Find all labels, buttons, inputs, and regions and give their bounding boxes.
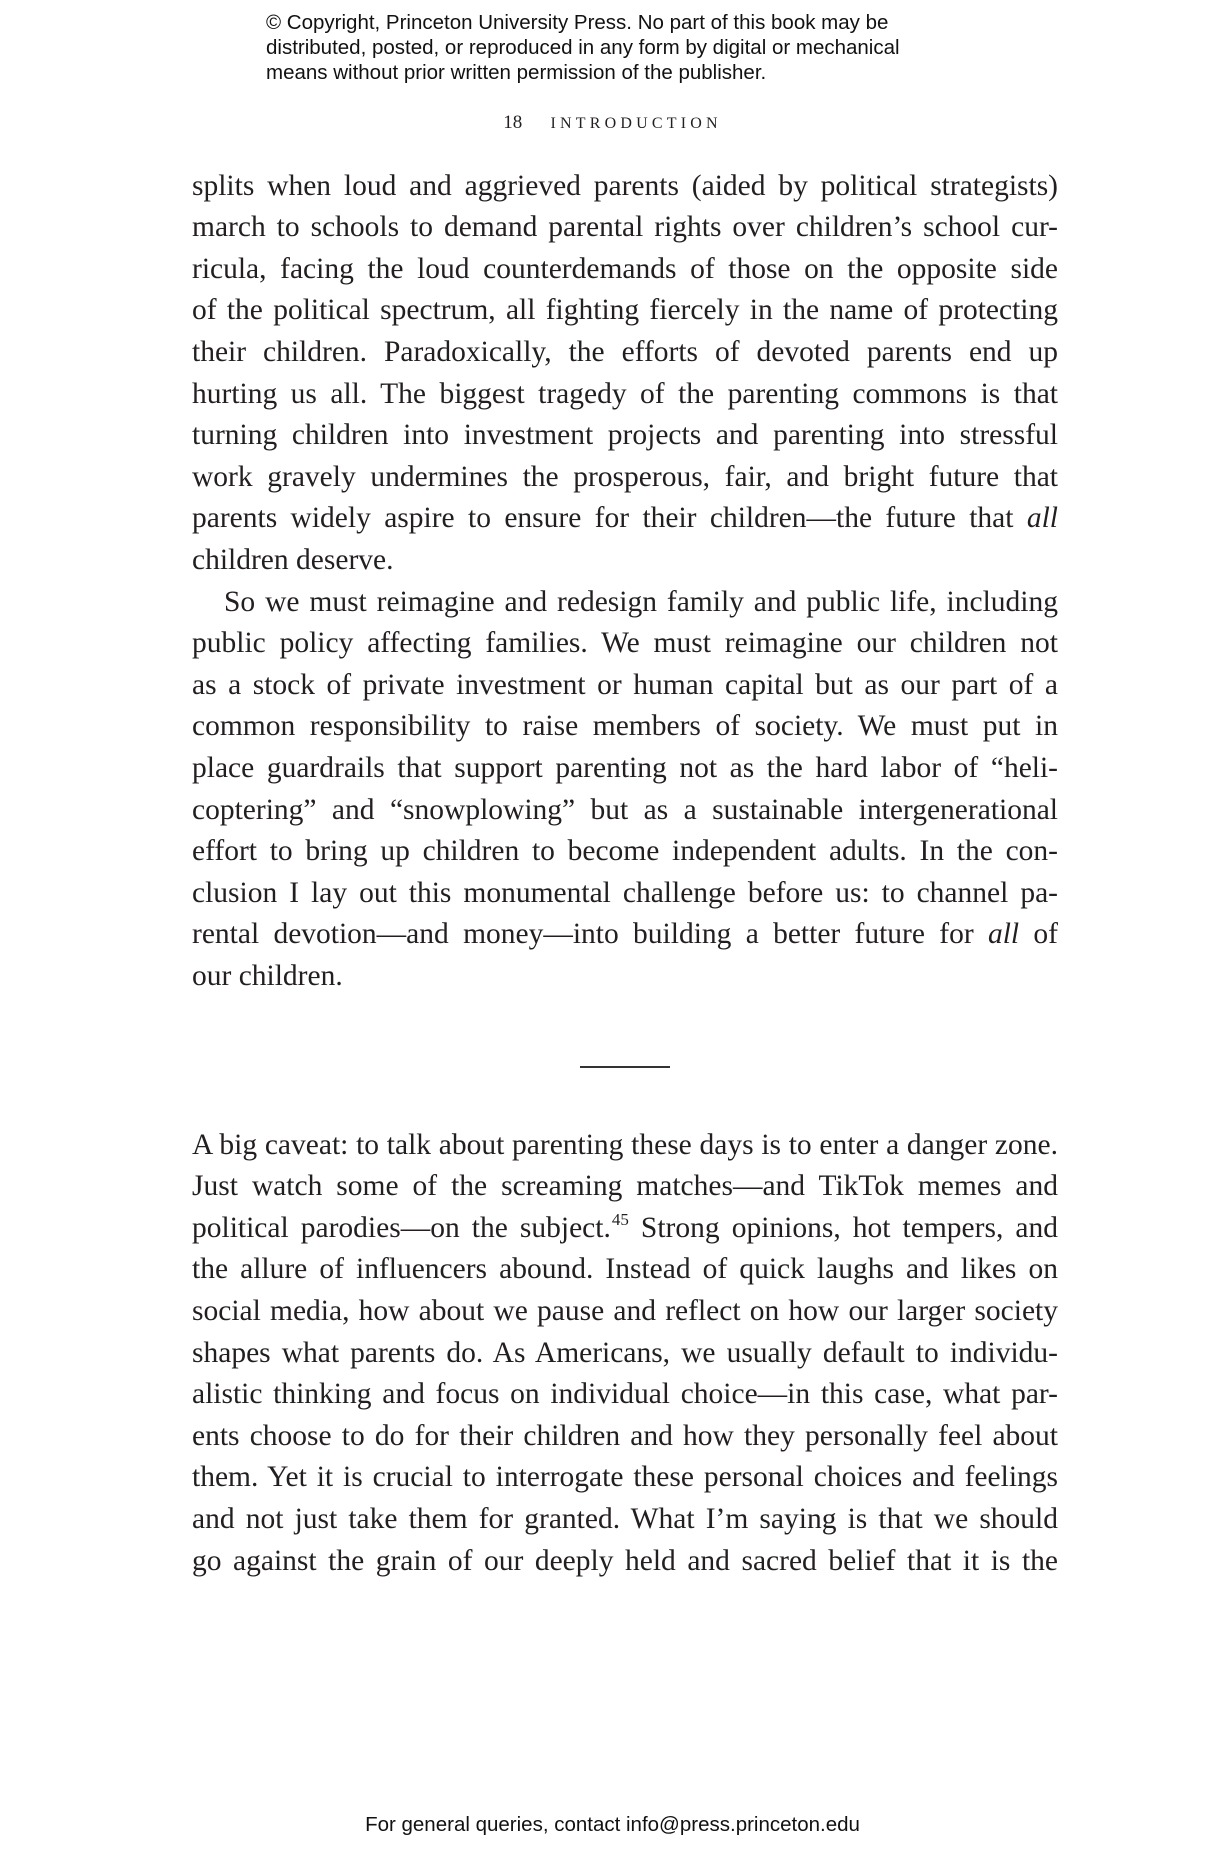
text-line: march to schools to demand parental rights over children’s school cur- [192,211,1058,244]
text-line: as a stock of private investment or human capital but as our part of a [192,668,1058,701]
text-run: political parodies—on the subject. [192,1211,611,1244]
text-line: ents choose to do for their children and how they personally feel about [192,1419,1058,1452]
copyright-notice [266,10,986,85]
text-line: shapes what parents do. As Americans, we usually default to individu- [192,1336,1058,1369]
footer-contact: For general queries, contact info@press.princeton.edu [365,1813,860,1836]
text-line: their children. Paradoxically, the efforts of devoted parents end up [192,335,1058,368]
text-line [192,498,1058,540]
text-line: of the political spectrum, all fighting fiercely in the name of protecting [192,294,1058,327]
text-line: turning children into investment projects and parenting into stressful [192,419,1058,452]
text-line: ricula, facing the loud counterdemands of those on the opposite side [192,252,1058,285]
text-line: alistic thinking and focus on individual choice—in this case, what par- [192,1378,1058,1411]
copyright-line: means without prior written permission of the publisher. [266,61,767,84]
text-line: common responsibility to raise members of society. We must put in [192,710,1058,743]
text-line: the allure of influencers abound. Instead of quick laughs and likes on [192,1253,1058,1286]
text-line: hurting us all. The biggest tragedy of the parenting commons is that [192,377,1058,410]
text-line: work gravely undermines the prosperous, fair, and bright future that [192,460,1058,493]
text-line: coptering” and “snowplowing” but as a sustainable intergenerational [192,793,1058,826]
text-line: clusion I lay out this monumental challenge before us: to channel pa- [192,876,1058,909]
text-run: rental devotion—and money—into building a better future for [192,918,988,951]
copyright-line: © Copyright, Princeton University Press. No part of this book may be [266,11,889,34]
text-line: Just watch some of the screaming matches—and TikTok memes and [192,1170,1058,1203]
running-title: INTRODUCTION [550,115,722,132]
text-line: splits when loud and aggrieved parents (aided by political strategists) [192,169,1058,202]
italic-emphasis: all [987,918,1020,951]
text-line: So we must reimagine and redesign family and public life, including [224,585,1058,618]
text-line: them. Yet it is crucial to interrogate these personal choices and feelings [192,1461,1058,1494]
text-line: place guardrails that support parenting not as the hard labor of “heli- [192,751,1058,784]
text-line: social media, how about we pause and reflect on how our larger society [192,1294,1058,1327]
text-line: effort to bring up children to become independent adults. In the con- [192,835,1058,868]
page-number: 18 [503,112,523,133]
footnote-reference[interactable]: 45 [611,1209,629,1229]
section-break-rule [580,1066,670,1068]
text-line [192,1208,1058,1250]
running-head [0,112,1225,134]
text-line: our children. [192,959,343,992]
italic-emphasis: all [1026,502,1058,535]
copyright-line: distributed, posted, or reproduced in any form by digital or mechanical [266,36,900,59]
text-run: parents widely aspire to ensure for their children—the future that [192,502,1027,535]
text-line [192,914,1058,956]
text-run: Strong opinions, hot tempers, and [628,1211,1058,1244]
text-line: A big caveat: to talk about parenting these days is to enter a danger zone. [192,1128,1058,1161]
text-run: of [1019,918,1058,951]
text-line: go against the grain of our deeply held and sacred belief that it is the [192,1544,1058,1577]
text-line: public policy affecting families. We must reimagine our children not [192,627,1058,660]
text-line: children deserve. [192,543,394,576]
text-line: and not just take them for granted. What I’m saying is that we should [192,1502,1058,1535]
